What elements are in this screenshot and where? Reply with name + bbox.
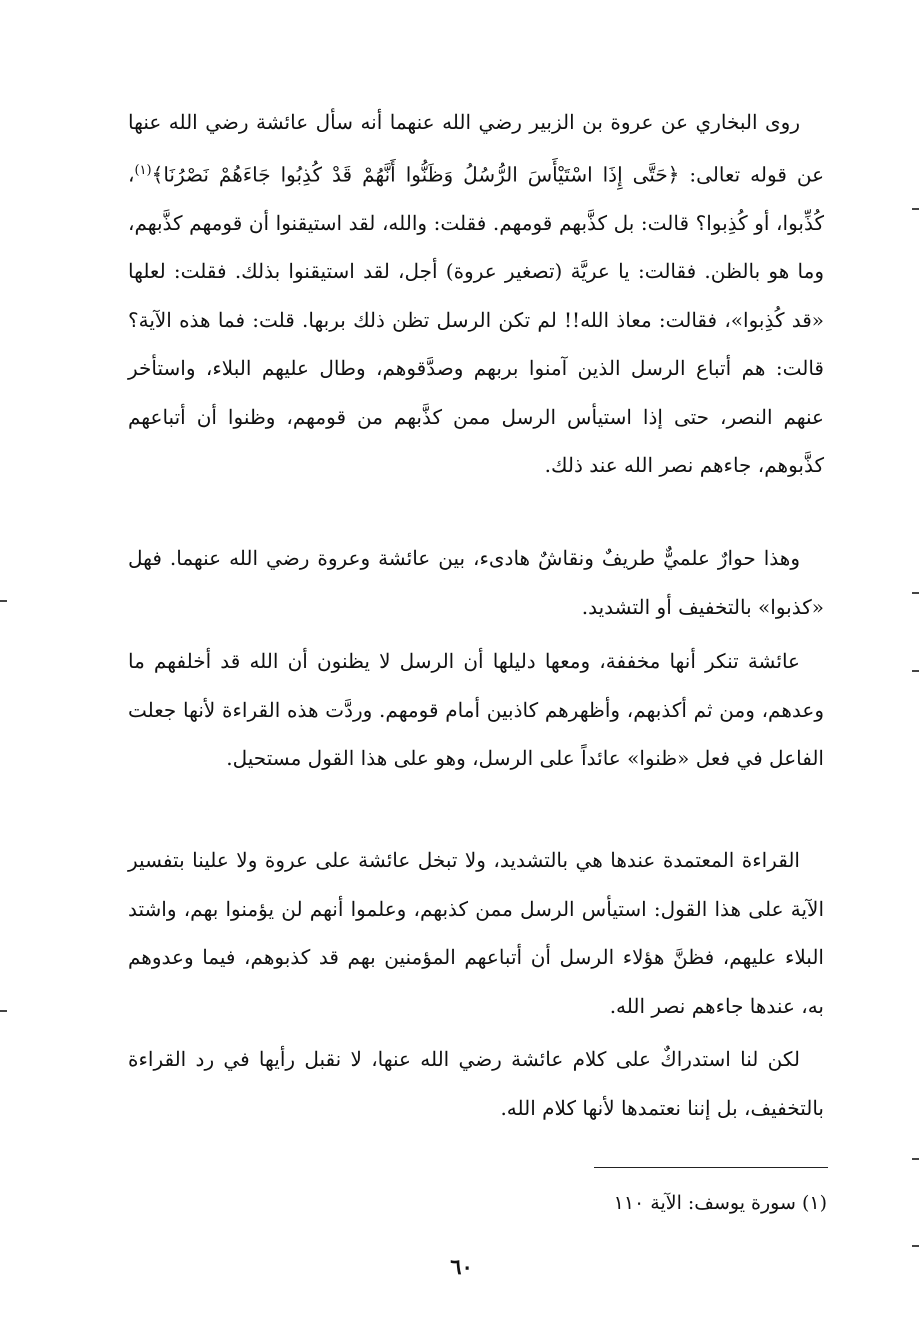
body-paragraph-1 [128, 98, 824, 490]
scan-margin-mark [0, 600, 7, 602]
paragraph-1-text [128, 98, 824, 490]
scan-margin-mark [912, 1158, 919, 1160]
page-number: ٦٠ [450, 1254, 473, 1279]
body-paragraph-3 [128, 637, 824, 783]
paragraph-3-text: عائشة تنكر أنها مخففة، ومعها دليلها أن الرسل لا يظنون أن الله قد أخلفهم ما وعدهم، ومن ثم أكذبهم، وأظهرهم كاذبين أمام قومهم. وردَّت هذه القراءة لأنها جعلت الفاعل في فعل «ظنوا» عائداً على الرسل، وهو على هذا القول مستحيل. [128, 649, 824, 770]
scan-margin-mark [912, 208, 919, 210]
paragraph-2-text: وهذا حوارٌ علميٌّ طريفٌ ونقاشٌ هادىء، بين عائشة وعروة رضي الله عنهما. فهل «كذبوا» بالتخفيف أو التشديد. [128, 546, 824, 619]
footnote-reference: (١) [134, 162, 152, 178]
scan-margin-mark [912, 1245, 919, 1247]
paragraph-5-text: لكن لنا استدراكٌ على كلام عائشة رضي الله عنها، لا نقبل رأيها في رد القراءة بالتخفيف، بل إننا نعتمدها لأنها كلام الله. [128, 1047, 824, 1120]
footnote-divider [594, 1167, 828, 1168]
scan-margin-mark [912, 670, 919, 672]
paragraph-4-text: القراءة المعتمدة عندها هي بالتشديد، ولا تبخل عائشة على عروة ولا علينا بتفسير الآية على هذا القول: استيأس الرسل ممن كذبهم، وعلموا أنهم لن يؤمنوا بهم، واشتد البلاء عليهم، فظنَّ هؤلاء الرسل أن أتباعهم المؤمنين بهم قد كذبوهم، فيما وعدوهم به، عندها جاءهم نصر الله. [128, 848, 824, 1018]
scan-margin-mark [0, 1010, 7, 1012]
body-paragraph-4 [128, 836, 824, 1030]
footnote: (١) سورة يوسف: الآية ١١٠ [613, 1192, 827, 1214]
quran-verse: ﴿حَتَّى إِذَا اسْتَيْأَسَ الرُّسُلُ وَظَنُّوا أَنَّهُمْ قَدْ كُذِبُوا جَاءَهُمْ نَصْرُنَا﴾ [151, 162, 680, 187]
body-paragraph-2 [128, 534, 824, 631]
paragraph-1-continuation: ، كُذِّبوا، أو كُذِبوا؟ قالت: بل كذَّبهم قومهم. فقلت: والله، لقد استيقنوا أن قومهم كذَّبهم، وما هو بالظن. فقالت: يا عريَّة (تصغير عروة) أجل، لقد استيقنوا بذلك. فقلت: لعلها «قد كُذِبوا»، فقالت: معاذ الله!! لم تكن الرسل تظن ذلك بربها. قلت: فما هذه الآية؟ قالت: هم أتباع الرسل الذين آمنوا بربهم وصدَّقوهم، وطال عليهم البلاء، واستأخر عنهم النصر، حتى إذا استيأس الرسل ممن كذَّبهم من قومهم، وظنوا أن أتباعهم كذَّبوهم، جاءهم نصر الله عند ذلك. [128, 162, 824, 478]
body-paragraph-5 [128, 1035, 824, 1132]
paragraph-1-intro: روى البخاري عن عروة بن الزبير رضي الله عنهما أنه سأل عائشة رضي الله عنها عن قوله تعالى: [128, 110, 825, 187]
scan-margin-mark [912, 592, 919, 594]
